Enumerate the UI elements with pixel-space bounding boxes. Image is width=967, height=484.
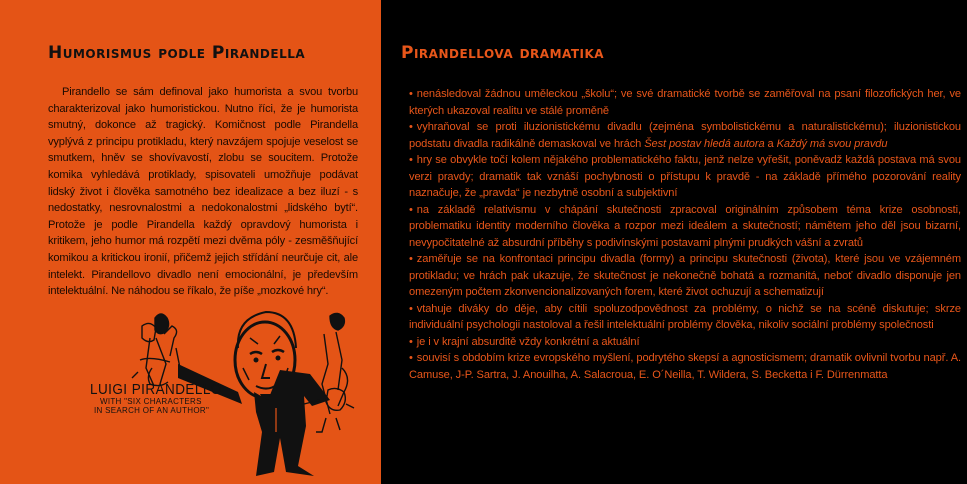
list-item: • zaměřuje se na konfrontaci principu divadla (formy) a principu skutečnosti (života), které jsou ve vzájemném protikladu; ve hrách pak ukazuje, že skutečnost je nekonečně bohatá a rozmanitá, neboť divadlo disponuje jen omezeným počtem zkonvencionalizovaných forem, které život ochuzují a schematizují <box>409 253 961 298</box>
play-title: Šest postav hledá autora <box>644 137 765 150</box>
caricature-caption-name: LUIGI PIRANDELLO <box>90 381 222 398</box>
bullet-icon: • <box>409 335 413 348</box>
right-page <box>381 0 967 484</box>
list-item: • hry se obvykle točí kolem nějakého problematického faktu, jenž nelze vyřešit, poněvadž každá postava má svou verzi pravdy; dramatik tak vznáší pochybnosti o přístupu k pravdě - na základě přímého pozorování reality naznačuje, že „pravda“ je nezbytně osobní a subjektivní <box>409 154 961 199</box>
list-item: • na základě relativismu v chápání skutečnosti zpracoval originálním způsobem téma krize osobnosti, problematiku identity moderního člověka a rozpor mezi ideálem a skutečností; námětem jeho děl jsou bizarní, nevypočitatelné až absurdní příběhy s podivínskými postavami plnými prudkých vášní a zvratů <box>409 203 961 249</box>
bullet-icon: • <box>409 302 413 315</box>
right-heading: Pirandellova dramatika <box>401 43 605 63</box>
left-puppets-icon <box>132 314 182 386</box>
bullet-icon: • <box>409 203 413 216</box>
bullet-icon: • <box>409 88 413 100</box>
list-item: • vtahuje diváky do děje, aby cítili spoluzodpovědnost za problémy, o nichž se na scéně diskutuje; skrze individuální psychologii nastoloval a řešil intelektuální problémy člověka, nikoliv sociální problémy společnosti <box>409 302 961 331</box>
play-title: Každý má svou pravdu <box>776 137 888 150</box>
bullet-icon: • <box>409 352 413 364</box>
right-puppets-icon <box>304 313 354 432</box>
list-item: • je i v krajní absurditě vždy konkrétní a aktuální <box>409 335 640 348</box>
left-page <box>0 0 381 484</box>
caricature-caption-subtitle <box>94 397 210 415</box>
bullet-icon: • <box>409 121 413 133</box>
list-item: • vyhraňoval se proti iluzionistickému divadlu (zejména symbolistickému a naturalistickému); iluzionistickou podstatu divadla radikálně demaskoval ve hrách Šest postav hledá autora a Každý má svou pravdu <box>409 121 961 150</box>
caricature-caption-line1: WITH "SIX CHARACTERS <box>100 397 202 406</box>
body <box>254 370 330 476</box>
left-heading: Humorismus podle Pirandella <box>48 43 306 63</box>
caricature-caption-line2: IN SEARCH OF AN AUTHOR" <box>94 406 210 415</box>
list-item: • nenásledoval žádnou uměleckou „školu“; ve své dramatické tvorbě se zaměřoval na psaní filozofických her, ve kterých ukazoval realitu ve stálé proměně <box>409 88 961 117</box>
left-body-text: Pirandello se sám definoval jako humorista a svou tvorbu charakterizoval jako humoristickou. Nutno říci, že je humorista smutný, dokonce až tragický. Komičnost podle Pirandella vyplývá z principu protikladu, který navzájem spojuje veselost se smutkem, hněv se shovívavostí, zlobu se soucitem. Protože komika vyhledává protiklady, spisovateli umožňuje podávat lidský život i člověka samotného bez idealizace a bez iluzí - s nedostatky, nesrovnalostmi a nedokonalostmi „lidského bytí“. Protože je podle Pirandella každý opravdový humorista i kritikem, jeho humor má rozpětí mezi dvěma póly - zesměšňující komikou a kritickou ironií, přičemž jejich střídání neurčuje cit, ale intelekt. Pirandellovo divadlo není emocionální, je především intelektuální. Ne náhodou se říkalo, že píše „mozkové hry“. <box>48 86 358 298</box>
bullet-icon: • <box>409 154 413 166</box>
bullet-icon: • <box>409 253 413 265</box>
list-item: • souvisí s obdobím krize evropského myšlení, podrytého skepsí a agnosticismem; dramatik ovlivnil tvorbu např. A. Camuse, J-P. Sartra, J. Anouilha, A. Salacroua, E. O´Neilla, T. Wildera, S. Becketta i F. Dürrenmatta <box>409 352 961 381</box>
dramatics-list <box>409 86 961 383</box>
